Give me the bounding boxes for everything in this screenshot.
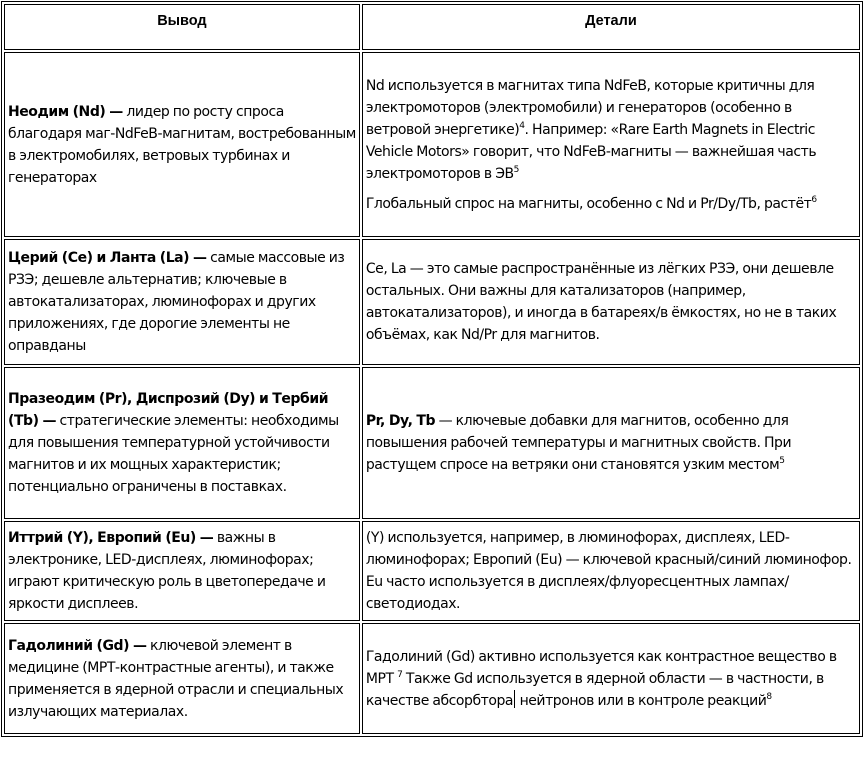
footnote-ref[interactable]: 5 <box>779 456 785 466</box>
conclusion-text: лидер по росту спроса благодаря маг-NdFeB-магнитам, востребованным в электромобилях, ветровых турбинах и генераторах <box>8 103 356 186</box>
footnote-ref[interactable]: 5 <box>513 164 519 175</box>
table-row <box>4 521 860 621</box>
element-name: Pr, Dy, Tb <box>365 413 436 429</box>
details-text: . Например: «Rare Earth Magnets in Electric Vehicle Motors» говорит, что NdFeB-магниты — важнейшая часть электромоторов в ЭВ <box>365 121 817 182</box>
details-cell[interactable] <box>362 521 860 621</box>
details-cell[interactable] <box>362 367 860 519</box>
text-cursor <box>514 690 515 708</box>
details-cell[interactable] <box>362 52 860 237</box>
conclusion-cell[interactable] <box>4 367 360 519</box>
element-name: Церий (Ce) и Ланта (La) — <box>8 250 207 266</box>
details-cell[interactable] <box>362 239 860 365</box>
details-text: Глобальный спрос на магниты, особенно с Nd и Pr/Dy/Tb, растёт <box>365 195 812 212</box>
details-text: Nd используется в магнитах типа NdFeB, которые критичны для электромоторов (электромобили) и генераторов (особенно в ветровой энергетике) <box>365 77 815 138</box>
conclusion-text: стратегические элементы: необходимы для повышения температурной устойчивости магнитов и их мощных характеристик; потенциально ограничены в поставках. <box>8 413 339 495</box>
details-paragraph <box>366 193 856 215</box>
header-conclusion: Вывод <box>4 4 360 50</box>
details-text: нейтронов или в контроле реакций <box>516 692 767 709</box>
element-name: Неодим (Nd) — <box>8 103 123 120</box>
footnote-ref[interactable]: 4 <box>519 120 525 131</box>
details-text: Ce, La — это самые распространённые из лёгких РЗЭ, они дешевле остальных. Они важны для катализаторов (например, автокатализаторов), и иногда в батареях/в ёмкостях, но не в таких объёмах, как Nd/Pr для магнитов. <box>365 261 837 343</box>
details-text: Гадолиний (Gd) активно используется как контрастное вещество в МРТ <box>365 648 837 687</box>
conclusion-text: самые массовые из РЗЭ; дешевле альтернатив; ключевые в автокатализаторах, люминофорах и других приложениях, где дорогие элементы не оправданы <box>8 250 345 354</box>
details-paragraph <box>366 75 856 185</box>
details-cell[interactable] <box>362 623 860 734</box>
footnote-ref[interactable]: 8 <box>766 691 772 702</box>
header-details: Детали <box>362 4 860 50</box>
details-text: Также Gd используется в ядерной области — в частности, в качестве абсорбтора <box>365 670 824 709</box>
element-name: Празеодим (Pr), Диспрозий (Dy) и Тербий (Tb) — <box>8 391 329 429</box>
details-text: — ключевые добавки для магнитов, особенно для повышения рабочей температуры и магнитных свойств. При растущем спросе на ветряки они становятся узким местом <box>365 413 792 473</box>
table-row <box>4 52 860 237</box>
element-name: Гадолиний (Gd) — <box>8 637 147 654</box>
conclusion-cell[interactable] <box>4 623 360 734</box>
footnote-ref[interactable]: 7 <box>397 669 403 680</box>
footnote-ref[interactable]: 6 <box>811 194 817 205</box>
conclusion-cell[interactable] <box>4 239 360 365</box>
table-row <box>4 623 860 734</box>
element-name: Иттрий (Y), Европий (Eu) — <box>8 530 214 546</box>
table-row <box>4 239 860 365</box>
conclusion-text: важны в электронике, LED-дисплеях, люминофорах; играют критическую роль в цветопередаче и яркости дисплеев. <box>8 530 326 612</box>
conclusion-text: ключевой элемент в медицине (МРТ-контрастные агенты), и также применяется в ядерной отрасли и специальных излучающих материалах. <box>8 637 344 720</box>
table-row <box>4 367 860 519</box>
conclusion-cell[interactable] <box>4 52 360 237</box>
header-row <box>4 4 860 50</box>
details-text: (Y) используется, например, в люминофорах, дисплеях, LED-люминофорах; Европий (Eu) — ключевой красный/синий люминофор. Eu часто используется в дисплеях/флуоресцентных лампах/светодиодах. <box>365 530 852 612</box>
rare-earth-table <box>1 1 863 737</box>
conclusion-cell[interactable] <box>4 521 360 621</box>
